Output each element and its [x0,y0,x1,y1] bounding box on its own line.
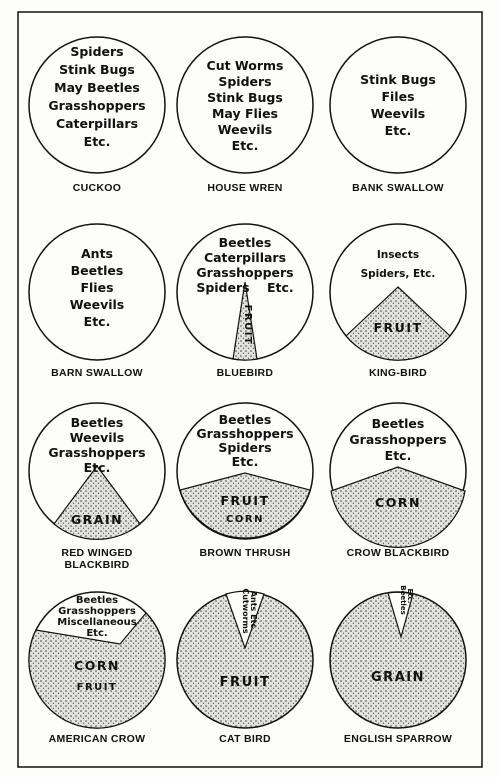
bird-panel-cat-bird [177,588,313,745]
bird-name: CUCKOO [72,182,122,194]
bird-name: CAT BIRD [219,733,271,745]
insect-label: Spiders Etc. [196,280,294,295]
insect-label: Etc. [83,314,111,329]
insect-label: Spiders [218,74,272,89]
bird-panel-house-wren [177,37,313,194]
insect-label: Spiders, Etc. [360,268,436,280]
fruit-label: FRUIT [220,493,270,508]
bird-name: BARN SWALLOW [51,367,143,379]
insect-label: Beetles [70,415,124,430]
insect-label: Grasshoppers [58,606,136,617]
bird-panel-brown-thrush [177,403,313,559]
insect-label: Weevils [370,106,426,121]
bird-name: ENGLISH SPARROW [343,733,453,745]
insect-label: Grasshoppers [196,426,294,441]
insect-label: Files [381,89,415,104]
insect-label: May Beetles [54,80,140,95]
grain-label: GRAIN [70,512,124,527]
insect-label: Etc. [231,454,259,469]
insect-label: Cut Worms [206,58,284,73]
insect-label: Etc. [86,628,108,639]
insect-label: Flies [80,280,114,295]
bird-name: CROW BLACKBIRD [346,547,450,559]
insect-label: Weevils [217,122,273,137]
bird-name: BANK SWALLOW [352,182,444,194]
insect-label: Beetles [218,412,272,427]
bird-panel-cuckoo [29,37,165,194]
fruit-label: FRUIT [76,682,118,693]
insect-label: Cutworms [241,588,250,634]
bird-name: BLUEBIRD [216,367,274,379]
fruit-label: FRUIT [373,320,423,335]
corn-label: CORN [226,514,264,525]
bird-panel-king-bird [330,224,466,379]
grain-label: GRAIN [371,670,425,685]
insect-label: Ants Etc. [249,590,258,632]
corn-label: CORN [74,658,120,673]
bird-panel-bluebird [177,224,313,379]
insect-label: Grasshoppers [349,432,447,447]
insect-label: Beetles [70,263,124,278]
bird-name-line: BLACKBIRD [64,559,130,571]
insect-label: Beetles [399,585,407,615]
insect-label: Grasshoppers [48,445,146,460]
bird-panel-crow-blackbird [330,403,466,559]
bird-panel-red-winged-blackbird [29,403,165,571]
bird-panel-bank-swallow [330,37,466,194]
insect-label: Grasshoppers [48,98,146,113]
bird-name: HOUSE WREN [207,182,283,194]
insect-label: Stink Bugs [59,62,135,77]
insect-label: Etc. [231,138,259,153]
insect-label: Etc. [83,134,111,149]
insect-label: Weevils [69,297,125,312]
bird-name: BROWN THRUSH [199,547,291,559]
insect-label: Beetles [218,235,272,250]
insect-label: Beetles [371,416,425,431]
insect-label: Weevils [69,430,125,445]
bird-name-line: RED WINGED [61,547,133,559]
fruit-label: FRUIT [219,675,271,690]
insect-label: Etc. [83,460,111,475]
insect-label: Caterpillars [203,250,287,265]
bird-panel-barn-swallow [29,224,165,379]
insect-label: Etc. [406,588,414,604]
insect-label: Stink Bugs [207,90,283,105]
diet-circle [330,37,466,173]
insect-label: Beetles [75,595,119,606]
bird-name: AMERICAN CROW [48,733,146,745]
insect-label: Etc. [384,123,412,138]
bird-name: KING-BIRD [368,367,428,379]
bird-panel-english-sparrow [330,585,466,745]
insect-label: Grasshoppers [196,265,294,280]
fruit-label: FRUIT [242,304,253,346]
insect-label: Stink Bugs [360,72,436,87]
insect-label: Ants [81,246,113,261]
corn-label: CORN [375,495,421,510]
insect-label: Spiders [70,44,124,59]
insect-label: May Flies [211,106,279,121]
bird-panel-american-crow [29,592,165,745]
insect-label: Etc. [384,448,412,463]
insect-label: Miscellaneous [57,617,137,628]
insect-label: Insects [376,249,420,261]
insect-label: Caterpillars [55,116,139,131]
insect-label: Spiders [218,440,272,455]
